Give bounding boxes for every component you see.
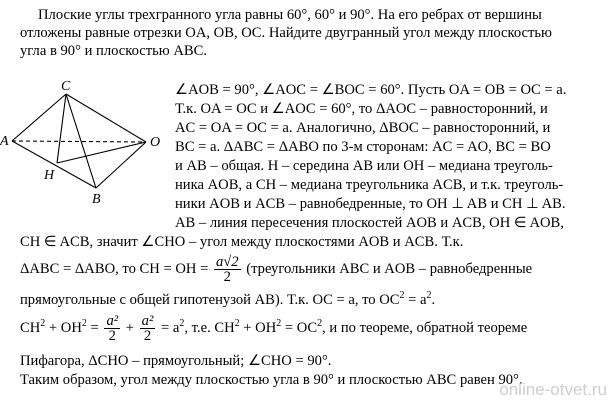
solution-line-5: и AB – общая. H – середина AB или OH – медиана треуголь- — [175, 158, 553, 174]
term: = — [86, 320, 99, 336]
line11-text-b: = a — [404, 292, 427, 308]
solution-line-10 — [20, 252, 532, 286]
edge-ca — [12, 94, 66, 141]
fraction-a2-over-2 — [104, 314, 120, 343]
superscript: 2 — [234, 318, 240, 330]
fraction-denominator: 2 — [143, 328, 152, 345]
term: + OH — [45, 320, 82, 336]
segment-ho — [57, 142, 146, 163]
solution-line-13: Пифагора, ΔCHO – прямоугольный; ∠CHO = 90°. — [20, 353, 332, 369]
edge-co — [66, 94, 146, 142]
pyramid-figure — [0, 76, 175, 216]
solution-line-11 — [20, 291, 435, 309]
superscript: 2 — [276, 318, 282, 330]
line10-end: (треугольники ABC и AOB – равнобедренные — [246, 261, 533, 277]
fraction-denominator: 2 — [108, 328, 116, 345]
line10-start: ΔABC = ΔABO, то CH = OH = — [20, 261, 209, 277]
solution-line-1: ∠AOB = 90°, ∠AOC = ∠BOC = 60°. Пусть OA = OB = OC = a. — [175, 82, 567, 98]
solution-line-3: AC = OA = OC = a. Аналогично, ΔBOC – равносторонний, и — [175, 120, 551, 136]
superscript: 2 — [399, 290, 405, 302]
fraction-a2-over-2 — [140, 314, 156, 343]
label-b: B — [92, 192, 101, 207]
solution-line-7: ники AOB и ACB – равнобедренные, то OH ⊥ AB и CH ⊥ AB. — [175, 196, 566, 212]
edge-bo — [96, 142, 146, 188]
term: CH — [20, 320, 41, 336]
superscript: 2 — [40, 318, 46, 330]
superscript: 2 — [317, 318, 323, 330]
superscript: 2 — [426, 290, 432, 302]
solution-line-12 — [20, 310, 527, 346]
solution-line-9: CH ∈ ACB, значит ∠CHO – угол между плоскостями AOB и ACB. Т.к. — [20, 234, 464, 250]
solution-line-4: BC = a. ΔABC = ΔABO по 3-м сторонам: AC = AO, BC = BO — [175, 139, 551, 155]
edge-ao — [12, 141, 146, 142]
label-h: H — [44, 168, 55, 183]
problem-line-2: отложены равные отрезки OA, OB, OC. Найдите двугранный угол между плоскостью — [20, 25, 552, 41]
watermark: online-otvet.ru — [499, 380, 607, 399]
fraction-a-root2-over-2 — [214, 255, 241, 284]
solution-line-2: Т.к. OA = OC и ∠AOC = 60°, то ΔAOC – равносторонний, и — [175, 101, 548, 117]
problem-line-3: угла в 90° и плоскостью ABC. — [20, 43, 207, 59]
line11-text: прямоугольные с общей гипотенузой AB). Т.к. OC = a, то OC — [20, 292, 400, 308]
superscript: 2 — [179, 318, 185, 330]
line11-text-c: . — [431, 292, 436, 308]
label-c: C — [61, 79, 71, 94]
solution-line-6: ника AOB, а CH – медиана треугольника ACB, и т.к. треуголь- — [175, 177, 564, 193]
fraction-denominator: 2 — [223, 269, 231, 286]
fraction-numerator: a√2 — [215, 254, 239, 271]
term: = a — [157, 320, 180, 336]
solution-line-8: AB – линия пересечения плоскостей AOB и ACB, OH ∈ AOB, — [175, 215, 564, 231]
term: + OH — [239, 320, 277, 336]
fraction-numerator: a² — [106, 313, 119, 330]
superscript: 2 — [81, 318, 87, 330]
term: , и по теореме, обратной теореме — [322, 320, 528, 336]
term: + — [122, 320, 135, 336]
term: = OC — [281, 320, 318, 336]
problem-line-1: Плоские углы трехгранного угла равны 60°, 60° и 90°. На его ребрах от вершины — [38, 7, 542, 23]
term: , т.е. CH — [184, 320, 235, 336]
label-o: O — [150, 135, 161, 150]
label-a: A — [0, 134, 9, 149]
fraction-numerator: a² — [141, 313, 154, 330]
segment-ch — [57, 94, 66, 163]
solution-line-14: Таким образом, угол между плоскостью угла в 90° и плоскостью ABC равен 90°. — [20, 372, 523, 388]
